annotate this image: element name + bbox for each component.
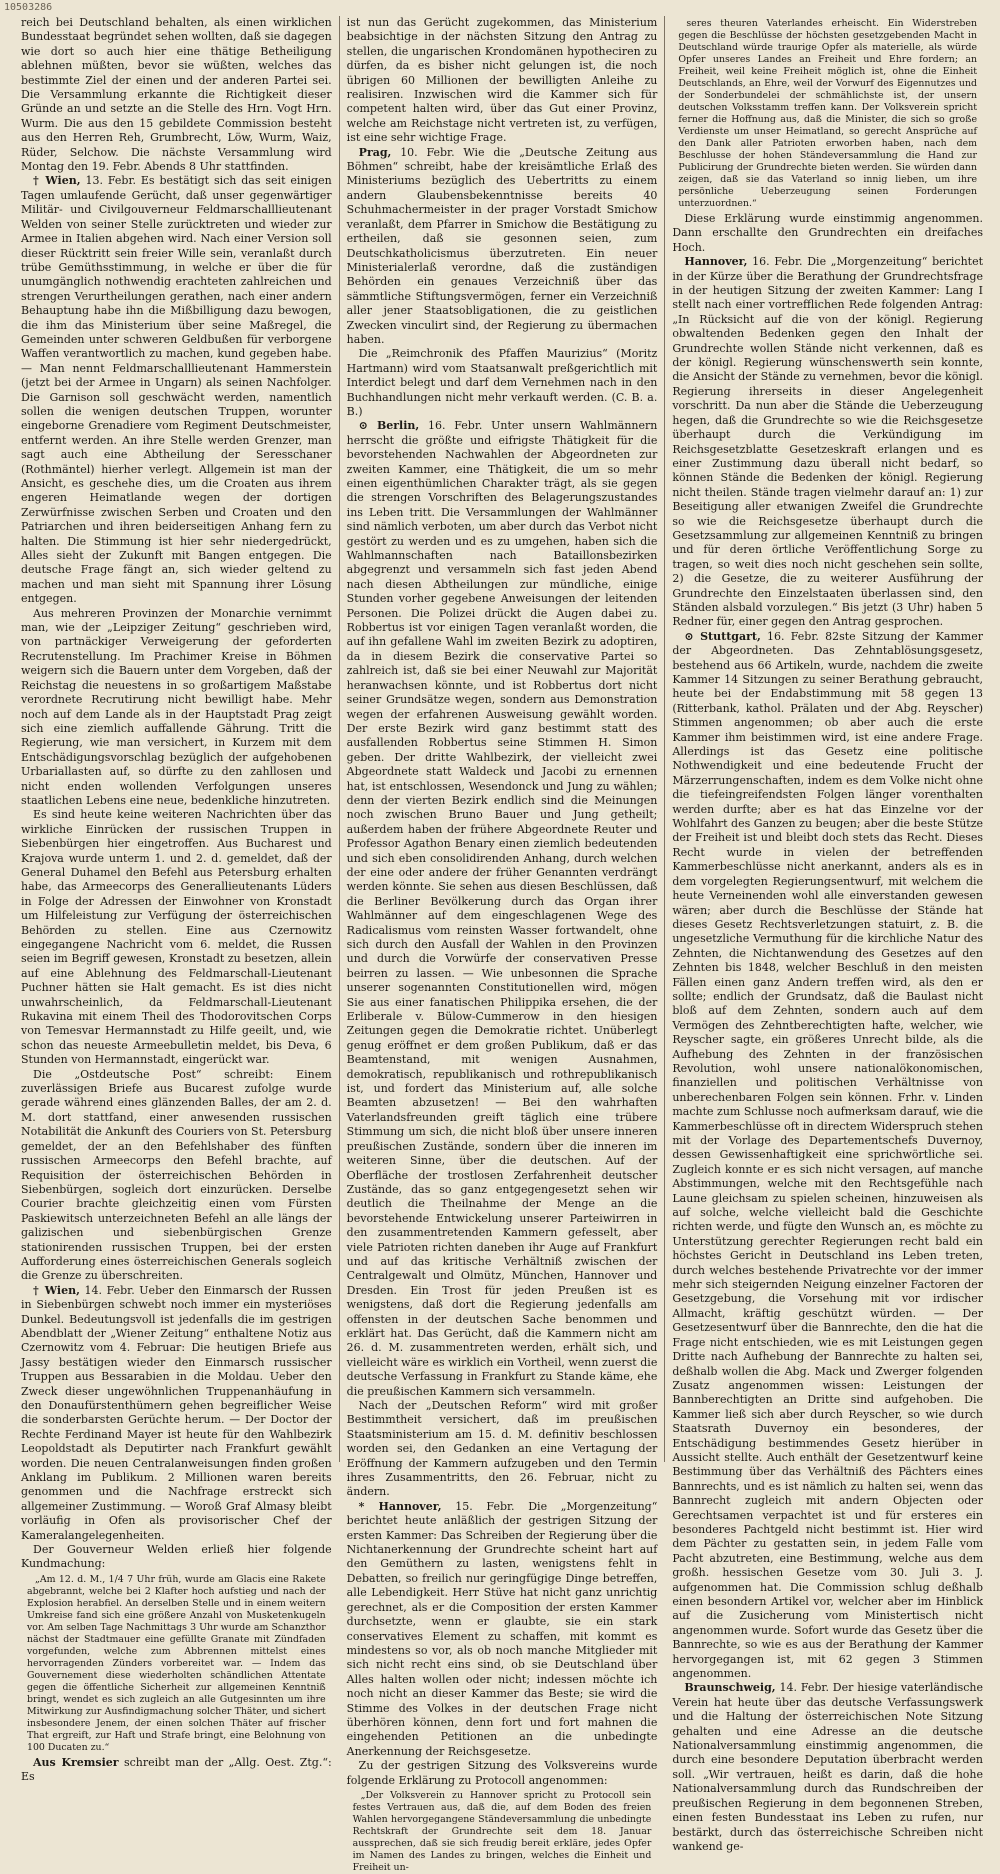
- news-report: [347, 419, 658, 1399]
- news-report: [347, 146, 658, 348]
- news-report: [21, 1284, 332, 1543]
- report-text: schreibt man der „Allg. Oest. Ztg.“: Es: [21, 1755, 332, 1784]
- report-text: 16. Febr. 82ste Sitzung der Kammer der Abgeordneten. Das Zehntablösungsgesetz, bestehend aus 66 Artikeln, wurde, nachdem die zweite Kammer 14 Sitzungen zu seiner Berathung gebraucht, heute bei der Endabstimmung mit 58 gegen 13 (Ritterbank, kathol. Prälaten und der Abg. Reyscher) Stimmen angenommen; ob aber auch die erste Kammer ihm beistimmen wird, ist eine andere Frage. Allerdings ist das Gesetz eine politische Nothwendigkeit und eine bedeutende Frucht der Märzerrungenschaften, indem es dem Volke nicht ohne die tiefeingreifendsten Folgen länger vorenthalten werden durfte; aber es hat das Einzelne vor der Wohlfahrt des Ganzen zu beugen; aber die beste Stütze der Freiheit ist und bleibt doch stets das Recht. Dieses Recht wurde in vielen der betreffenden Kammerbeschlüsse nicht anerkannt, anders als es in dem vorgelegten Regierungsentwurf, mit welchem die heute Verneinenden wohl alle einverstanden gewesen wären; aber durch die Beschlüsse der Stände hat dieses Gesetz Rechtsverletzungen statuirt, z. B. die ungesetzliche Vermuthung für die kirchliche Natur des Zehnten, die Nichtanwendung des Gesetzes auf den Zehnten bis 1848, welcher Beschluß in den meisten Fällen einen ganz Andern treffen wird, als den er sollte; endlich der Grundsatz, daß die Baulast nicht bloß auf dem Zehnten, sondern auch auf dem Vermögen des Zehntberechtigten hafte, welcher, wie Reyscher sagte, ein größeres Unrecht bilde, als die Aufhebung des Zehnten in der französischen Revolution, wohl unsere nationalökonomischen, finanziellen und politischen Verhältnisse von unberechenbaren Folgen sein können. Frhr. v. Linden machte zum Schlusse noch aufmerksam darauf, wie die Kammerbeschlüsse oft in directem Widerspruch stehen mit der Vorlage des Departementschefs Duvernoy, dessen Gewissenhaftigkeit eine sprichwörtliche sei. Zugleich konnte er es sich nicht versagen, auf manche Abstimmungen, welche mit den Rechtsgefühle nach Laune gleichsam zu spielen scheinen, hinzuweisen als auf solche, welche vielleicht bald die Geschichte richten werde, und fügte den Wunsch an, es möchte zu Unterstützung gerechter Regierungen recht bald ein höchstes Gericht in Deutschland ins Leben treten, durch welches bestehende Privatrechte vor der immer mehr sich steigernden Neigung einzelner Factoren der Gesetzgebung, die Vorsehung mit vor irdischer Allmacht, kräftig geschützt würden. — Der Gesetzesentwurf über die Bannrechte, den die hat die Frage nicht entschieden, wie es mit Leistungen gegen Dritte nach Aufhebung der Bannrechte zu halten sei, deßhalb wollen die Abg. Mack und Zwerger folgenden Zusatz angenommen wissen: Leistungen der Bannberechtigten an Dritte sind aufgehoben. Die Kammer ließ sich aber durch Reyscher, so wie durch Staatsrath Duvernoy ein besonderes, der Entschädigung bestimmendes Gesetz hierüber in Aussicht stellte. Auch enthält der Gesetzentwurf keine Bestimmung über das Verhältniß des Pächters eines Bannrechts, und es ist nämlich zu halten sei, wenn das Bannrecht zugleich mit andern Objecten oder Gerechtsamen verpachtet ist und für ersteres ein besonderes Pachtgeld nicht bestimmt ist. Hier wird dem Pächter zu gestatten sein, in jedem Falle vom Pacht abzutreten, eine Bestimmung, welche aus dem großh. hessischen Gesetze vom 30. Juli 3. J. aufgenommen hat. Die Commission schlug deßhalb einen besondern Artikel vor, welcher aber im Hinblick auf die Zusicherung vom Ministertisch nicht angenommen wurde. Sofort wurde das Gesetz über die Bannrechte, so wie es aus der Berathung der Kammer hervorgegangen ist, mit 62 gegen 3 Stimmen angenommen.: [672, 629, 984, 1681]
- report-text: 10. Febr. Wie die „Deutsche Zeitung aus Böhmen“ schreibt, habe der kreisämtliche Erlaß des Ministeriums bezüglich des Uebertritts zu einem andern Glaubensbekenntnisse bereits 40 Schuhmachermeister in der prager Vorstadt Smichow veranlaßt, dem Pfarrer in Smichow die Bestätigung zu ertheilen, daß sie gesonnen seien, zum Deutschkatholicismus überzutreten. Ein neuer Ministerialerlaß verordne, daß die zuständigen Behörden ein genaues Verzeichniß über das sämmtliche Stiftungsvermögen, ferner ein Verzeichniß aller jener Staatsobligationen, die zu geistlichen Zwecken vinculirt sind, der Regierung zu übermachen haben.: [346, 145, 658, 346]
- quoted-notice: „Am 12. d. M., 1/4 7 Uhr früh, wurde am Glacis eine Rakete abgebrannt, welche bei 2 Klafter hoch aufstieg und nach der Explosion herabfiel. An derselben Stelle und in einem weitern Umkreise fand sich eine größere Anzahl von Musketenkugeln vor. Am selben Tage Nachmittags 3 Uhr wurde am Schanzthor nächst der Stadtmauer eine gefüllte Granate mit Zündfaden vorgefunden, welche zum Abbrennen mittelst eines hervorragenden Zünders vorbereitet war. — Indem das Gouvernement diese wiederholten schändlichen Attentate gegen die öffentliche Sicherheit zur allgemeinen Kenntniß bringt, wendet es sich zugleich an alle Gutgesinnten um ihre Mitwirkung zur Ausfindigmachung solcher Thäter, und sichert insbesondere Jenem, der einen solchen Thäter auf frischer That ergreift, zur Haft und Strafe bringt, eine Belohnung von 100 Ducaten zu.“: [27, 1573, 326, 1753]
- report-text: 14. Febr. Ueber den Einmarsch der Russen in Siebenbürgen schwebt noch immer ein mysteriöses Dunkel. Bedeutungsvoll ist jedenfalls die im gestrigen Abendblatt der „Wiener Zeitung“ enthaltene Notiz aus Czernowitz vom 4. Februar: Die heutigen Briefe aus Jassy bestätigen wieder den Einmarsch russischer Truppen aus Bessarabien in die Moldau. Ueber den Zweck dieser ungewöhnlichen Truppenanhäufung in den Donaufürstenthümern gehen begreiflicher Weise die sonderbarsten Gerüchte herum. — Der Doctor der Rechte Ferdinand Mayer ist heute für den Wahlbezirk Leopoldstadt als Deputirter nach Frankfurt gewählt worden. Die neuen Centralanweisungen finden großen Anklang im Publikum. 2 Millionen waren bereits genommen und die Nachfrage erstreckt sich allgemeiner Zustimmung. — Woroß Graf Almasy bleibt vorläufig in Ofen als provisorischer Chef der Kameralangelegenheiten.: [21, 1283, 332, 1542]
- article-paragraph: Zu der gestrigen Sitzung des Volksvereins wurde folgende Erklärung zu Protocoll angenommen:: [346, 1759, 658, 1787]
- report-text: 16. Febr. Unter unsern Wahlmännern herrscht die größte und eifrigste Thätigkeit für die bevorstehenden Nachwahlen der Abgeordneten zur zweiten Kammer, eine Thätigkeit, die um so mehr einen eigenthümlichen Charakter trägt, als sie gegen die strengen Vorschriften des Belagerungszustandes ins Leben tritt. Die Versammlungen der Wahlmänner sind nämlich verboten, um aber durch das Verbot nicht gestört zu werden und es zu umgehen, haben sich die Wahlmannschaften nach Bataillonsbezirken abgegrenzt und versammeln sich fast jeden Abend nach diesen Abtheilungen zur mündliche, einige Stunden vorher gegebene Anweisungen der leitenden Personen. Die Polizei drückt die Augen dabei zu. Robbertus ist vor einigen Tagen veranlaßt worden, die auf ihn gefallene Wahl im zweiten Bezirk zu adoptiren, da in diesem Bezirk die conservative Partei so zahlreich ist, daß sie bei einer Neuwahl zur Majorität heranwachsen könnte, und ist Robbertus dort nicht seiner Grundsätze wegen, sondern aus Demonstration wegen der erfahrenen Ausweisung gewählt worden. Der erste Bezirk wird ganz bestimmt statt des ausfallenden Robbertus seine Stimmen H. Simon geben. Der dritte Wahlbezirk, der vielleicht zwei Abgeordnete statt Waldeck und Jacobi zu ernennen hat, ist entschlossen, Wesendonck und Jung zu wählen; denn der vierten Bezirk endlich sind die Meinungen noch zwischen Bruno Bauer und Jung getheilt; außerdem haben der frühere Abgeordnete Reuter und Professor Agathon Benary einen ziemlich bedeutenden und sich eben consolidirenden Anhang, durch welchen der eine oder andere der früher Genannten verdrängt werden könnte. Sie sehen aus diesen Beschlüssen, daß die Berliner Bevölkerung durch das Organ ihrer Wahlmänner auf dem eingeschlagenen Wege des Radicalismus vom reinsten Wasser fortwandelt, ohne sich durch den Ausfall der Wahlen in den Provinzen und durch die Vorwürfe der conservativen Presse beirren zu lassen. — Wie unbesonnen die Sprache unserer sogenannten Constitutionellen wird, mögen Sie aus einer fanatischen Philippika ersehen, die der Erliberale v. Bülow-Cummerow in den hiesigen Zeitungen gegen die Demokratie richtet. Unüberlegt genug eröffnet er dem großen Publikum, daß er das Beamtenstand, mit wenigen Ausnahmen, demokratisch, republikanisch und rothrepublikanisch ist, und fordert das Ministerium auf, alle solche Beamten abzusetzen! — Bei den wahrhaften Vaterlandsfreunden greift täglich eine trübere Stimmung um sich, die nicht bloß über unsere inneren preußischen Zustände, sondern über die inneren im weiteren Sinne, über die deutschen. Auf der Oberfläche der trostlosen Zerfahrenheit deutscher Zustände, das so ganz entgegengesetzt sehen wir deutlich die Theilnahme der Menge an die bevorstehende Entwickelung unserer Parteiwirren in den zusammentretenden Kammern gefesselt, aber viele Patrioten richten daneben ihr Auge auf Frankfurt und auf das kritische Verhältniß zwischen der Centralgewalt und Olmütz, München, Hannover und Dresden. Ein Trost für jeden Preußen ist es wenigstens, daß dort die Regierung jedenfalls am offensten in der deutschen Sache benommen und erklärt hat. Das Gerücht, daß die Kammern nicht am 26. d. M. zusammentreten werden, erhält sich, und vielleicht wäre es wirklich ein Vortheil, wenn zuerst die deutsche Verfassung in Frankfurt zu Stande käme, ehe die preußischen Kammern sich versammeln.: [346, 419, 658, 1398]
- report-text: 13. Febr. Es bestätigt sich das seit einigen Tagen umlaufende Gerücht, daß unser gegenwärtiger Militär- und Civilgouverneur Feldmarschalllieutenant Welden von seiner Stelle zurücktreten und wieder zur Armee in Italien abgehen wird. Nach einer Version soll dieser Rücktritt sein freier Wille sein, veranlaßt durch trübe Gemüthsstimmung, in welche er über die für unumgänglich nothwendig erachteten zahlreichen und strengen Verurtheilungen gerathen, nach einer andern Behauptung habe ihn die Mißbilligung dazu bewogen, die ihm das Ministerium über seine Maßregel, die Gemeinden unter schweren Geldbußen für verborgene Waffen verantwortlich zu machen, kund gegeben habe. — Man nennt Feldmarschalllieutenant Hammerstein (jetzt bei der Armee in Ungarn) als seinen Nachfolger. Die Garnison soll geschwächt werden, namentlich sollen die wenigen deutschen Truppen, worunter eingeborne Grenadiere vom Regiment Deutschmeister, entfernt werden. An ihre Stelle werden Grenzer, man sagt auch eine Abtheilung der Seresschaner (Rothmäntel) hierher verlegt. Allgemein ist man der Ansicht, es geschehe dies, um die Croaten aus ihrem engeren Heimatlande wegen der dortigen Zerwürfnisse zwischen Serben und Croaten und den Patriarchen und ihren beiderseitigen Anhang fern zu halten. Die Stimmung ist hier sehr niedergedrückt, Alles sieht der Zukunft mit Bangen entgegen. Die deutsche Frage fängt an, sich wieder geltend zu machen und man sieht mit Spannung ihrer Lösung entgegen.: [21, 174, 332, 606]
- article-paragraph: Nach der „Deutschen Reform“ wird mit großer Bestimmtheit versichert, daß im preußischen Staatsministerium am 15. d. M. definitiv beschlossen worden sei, den Gedanken an eine Vertagung der Eröffnung der Kammern aufzugeben und den Termin ihres Zusammentritts, den 26. Februar, nicht zu ändern.: [346, 1399, 658, 1499]
- report-dateline: ⊙ Stuttgart,: [684, 629, 761, 643]
- report-dateline: * Hannover,: [358, 1499, 442, 1513]
- news-report: [672, 255, 983, 630]
- article-paragraph: Diese Erklärung wurde einstimmig angenommen. Dann erschallte den Grundrechten ein dreifaches Hoch.: [672, 212, 984, 254]
- report-dateline: Hannover,: [684, 255, 748, 269]
- news-report: [347, 1500, 658, 1759]
- column-left: [14, 16, 339, 1784]
- article-continuation: ist nun das Gerücht zugekommen, das Ministerium beabsichtige in der nächsten Sitzung den Antrag zu stellen, die ungarischen Krondomänen hypotheciren zu dürfen, da es bisher nicht gelungen ist, die noch übrigen 60 Millionen der bewilligten Anleihe zu realisiren. Inzwischen wird die Kammer sich für competent halten wird, über das Gut einer Provinz, welche am Reichstage nicht vertreten ist, zu verfügen, ist eine sehr wichtige Frage.: [346, 16, 658, 145]
- article-paragraph: Die „Ostdeutsche Post“ schreibt: Einem zuverlässigen Briefe aus Bucarest zufolge wurde gerade während eines glänzenden Balles, der am 2. d. M. dort stattfand, einer anwesenden russischen Notabilität die Ankunft des Couriers von St. Petersburg gemeldet, der an den Befehlshaber des fünften russischen Armeecorps den Befehl brachte, auf Requisition der österreichischen Behörden in Siebenbürgen, sogleich dort einzurücken. Derselbe Courier brachte gleichzeitig einen vom Fürsten Paskiewitsch unterzeichneten Befehl an alle längs der galizischen und siebenbürgischen Grenze stationirenden russischen Truppen, bei der ersten Aufforderung eines österreichischen Generals sogleich die Grenze zu überschreiten.: [21, 1067, 332, 1283]
- article-paragraph: Aus mehreren Provinzen der Monarchie vernimmt man, wie der „Leipziger Zeitung“ geschrieben wird, von partnäckiger Verweigerung der geforderten Recrutenstellung. Im Prachimer Kreise in Böhmen weigern sich die Bauern unter dem Vorgeben, daß der Reichstag die neuestens in so großartigem Maßstabe verordnete Recrutirung nicht bewilligt habe. Mehr noch auf dem Lande als in der Hauptstadt Prag zeigt sich eine ziemlich auffallende Gährung. Tritt die Regierung, wie man versichert, in Kurzem mit dem Entschädigungsvorschlag bezüglich der aufgehobenen Urbariallasten auf, so dürfte zu den zahllosen und nicht enden wollenden Verfolgungen unseres staatlichen Lebens eine neue, bedenkliche hinzutreten.: [21, 606, 332, 807]
- report-dateline: † Wien,: [33, 174, 81, 188]
- article-paragraph: Der Gouverneur Welden erließ hier folgende Kundmachung:: [21, 1543, 332, 1571]
- article-continuation: reich bei Deutschland behalten, als einen wirklichen Bundesstaat begründet sehen wollten, daß sie dagegen wie dort so auch hier eine thätige Betheiligung ablehnen müßten, bevor sie wüßten, welches das bestimmte Ziel der einen und der anderen Partei sei. Die Versammlung erkannte die Richtigkeit dieser Gründe an und setzte an die Stelle des Hrn. Vogt Hrn. Wurm. Die aus den 15 gebildete Commission besteht aus den Herren Reh, Grumbrecht, Löw, Wurm, Waiz, Rüder, Selchow. Die nächste Versammlung wird Montag den 19. Febr. Abends 8 Uhr stattfinden.: [21, 16, 332, 174]
- report-dateline: Braunschweig,: [684, 1681, 776, 1695]
- report-text: 14. Febr. Der hiesige vaterländische Verein hat heute über das deutsche Verfassungswerk und die Haltung der österreichischen Note Sitzung gehalten und eine Adresse an die deutsche Nationalversammlung einstimmig angenommen, die durch eine besondere Deputation überbracht werden soll. „Wir vertrauen, heißt es darin, daß die hohe Nationalversammlung durch das Rundschreiben der preußischen Regierung in dem begonnenen Streben, einen festen Bundesstaat ins Leben zu rufen, nur bestärkt, durch das österreichische Schreiben nicht wankend ge-: [672, 1681, 984, 1853]
- quoted-notice: „Der Volksverein zu Hannover spricht zu Protocoll sein festes Vertrauen aus, daß die, auf dem Boden des freien Wahlen hervorgegangene Ständeversammlung die unbedingte Rechtskraft der Grundrechte seit dem 18. Januar aussprechen, daß sie sich freudig bereit erkläre, jedes Opfer im Namen des Landes zu bringen, welches die Einheit und Freiheit un-: [352, 1789, 652, 1873]
- news-report: [21, 1756, 332, 1785]
- report-text: 16. Febr. Die „Morgenzeitung“ berichtet in der Kürze über die Berathung der Grundrechtsfrage in der heutigen Sitzung der zweiten Kammer: Lang I stellt nach einer vortrefflichen Rede folgenden Antrag: „In Rücksicht auf die von der königl. Regierung obwaltenden Bedenken gegen den Inhalt der Grundrechte wollen Stände nicht verkennen, daß es der königl. Regierung wünschenswerth sein konnte, die Ansicht der Stände zu vernehmen, bevor die königl. Regierung ihrerseits in dieser Angelegenheit vorschritt. Da nun aber die Stände die Ueberzeugung hegen, daß die Grundrechte so wie die Reichsgesetze überhaupt durch die Verkündigung im Reichsgesetzblatte Gesetzeskraft erlangen und es einer Zustimmung dazu überall nicht bedarf, so können Stände die Bedenken der königl. Regierung nicht theilen. Stände tragen vielmehr darauf an: 1) zur Beseitigung aller etwanigen Zweifel die Grundrechte so wie die Reichsgesetze überhaupt durch die Gesetzsammlung zur allgemeinen Kenntniß zu bringen und für deren örtliche Veröffentlichung Sorge zu tragen, so weit dies noch nicht geschehen sein sollte, 2) die Gesetze, die zu weiterer Ausführung der Grundrechte den Einzelstaaten überlassen sind, den Ständen alsbald vorzulegen.“ Bis jetzt (3 Uhr) haben 5 Redner für, einer gegen den Antrag gesprochen.: [672, 255, 984, 629]
- news-report: [672, 630, 983, 1682]
- report-dateline: Prag,: [358, 145, 392, 159]
- newspaper-columns: [14, 16, 990, 1873]
- news-report: [672, 1681, 983, 1854]
- quoted-notice: seres theuren Vaterlandes erheischt. Ein Widerstreben gegen die Beschlüsse der höchsten gesetzgebenden Macht in Deutschland würde traurige Opfer als materielle, als würde Opfer unseres Landes an Freiheit und Ehre fordern; an Freiheit, weil keine Freiheit möglich ist, ohne die Einheit Deutschlands, an Ehre, weil der Vorwurf des Eigennutzes und der Sonderbundelei der schmählichste ist, der unsern deutschen Volksstamm treffen kann. Der Volksverein spricht ferner die Hoffnung aus, daß die Minister, die sich so große Verdienste um unser Heimatland, so gerecht Ansprüche auf den Dank aller Patrioten erworben haben, nach dem Beschlusse der hohen Ständeversammlung die Hand zur Publicirung der Grundrechte bieten werden. Sie würden dann zeigen, daß sie das Vaterland so innig lieben, um ihre persönliche Ueberzeugung seinen Forderungen unterzuordnen.“: [678, 18, 978, 209]
- column-right: [664, 16, 990, 1853]
- report-dateline: Aus Kremsier: [33, 1755, 119, 1769]
- article-paragraph: Die „Reimchronik des Pfaffen Maurizius“ (Moritz Hartmann) wird vom Staatsanwalt preßgerichtlich mit Interdict belegt und darf dem Vernehmen nach in den Buchhandlungen nicht mehr verkauft werden. (C. B. a. B.): [346, 347, 658, 418]
- report-text: 15. Febr. Die „Morgenzeitung“ berichtet heute anläßlich der gestrigen Sitzung der ersten Kammer: Das Schreiben der Regierung über die Nichtanerkennung der Grundrechte scheint hart auf den Gemüthern zu lasten, wenigstens fehlt in Debatten, so freilich nur geringfügige Dinge betreffen, alle Lebendigkeit. Herr Stüve hat nicht ganz unrichtig gerechnet, als er die Composition der ersten Kammer durchsetzte, wenn er glaubte, sie ein stark conservatives Element zu schaffen, mit kommt es mindestens so vor, als ob noch manche Mitglieder mit sich nicht recht eins sind, ob sie Deutschland über Alles halten wollen oder nicht; indessen möchte ich noch nicht an dieser Kammer das Beste; sie wird die Stimme des Volkes in der deutschen Frage nicht überhören können, denn fort und fort mahnen die eingehenden Petitionen an die unbedingte Anerkennung der Reichsgesetze.: [346, 1499, 658, 1758]
- report-dateline: ⊙ Berlin,: [358, 419, 420, 433]
- column-middle: [339, 16, 665, 1873]
- page-id: 10503286: [4, 2, 53, 13]
- report-dateline: † Wien,: [33, 1283, 80, 1297]
- news-report: [21, 174, 332, 606]
- article-paragraph: Es sind heute keine weiteren Nachrichten über das wirkliche Einrücken der russischen Truppen in Siebenbürgen hier eingetroffen. Aus Bucharest und Krajova wurde unterm 1. und 2. d. gemeldet, daß der General Duhamel den Befehl aus Petersburg erhalten habe, das Armeecorps des Generallieutenants Lüders in Folge der Adressen der Einwohner von Kronstadt um Hilfeleistung zur Verfügung der österreichischen Behörden zu stellen. Eine aus Czernowitz eingegangene Nachricht vom 6. meldet, die Russen seien im Begriff gewesen, Kronstadt zu besetzen, allein auf eine Ablehnung des Feldmarschall-Lieutenant Puchner hätten sie Halt gemacht. Es ist dies nicht unwahrscheinlich, da Feldmarschall-Lieutenant Rukavina mit einem Theil des Thodorovitschen Corps von Temesvar Hermannstadt zu Hilfe geeilt, und, wie schon das neueste Armeebulletin meldet, bis Deva, 6 Stunden von Hermannstadt, eingerückt war.: [21, 808, 332, 1067]
